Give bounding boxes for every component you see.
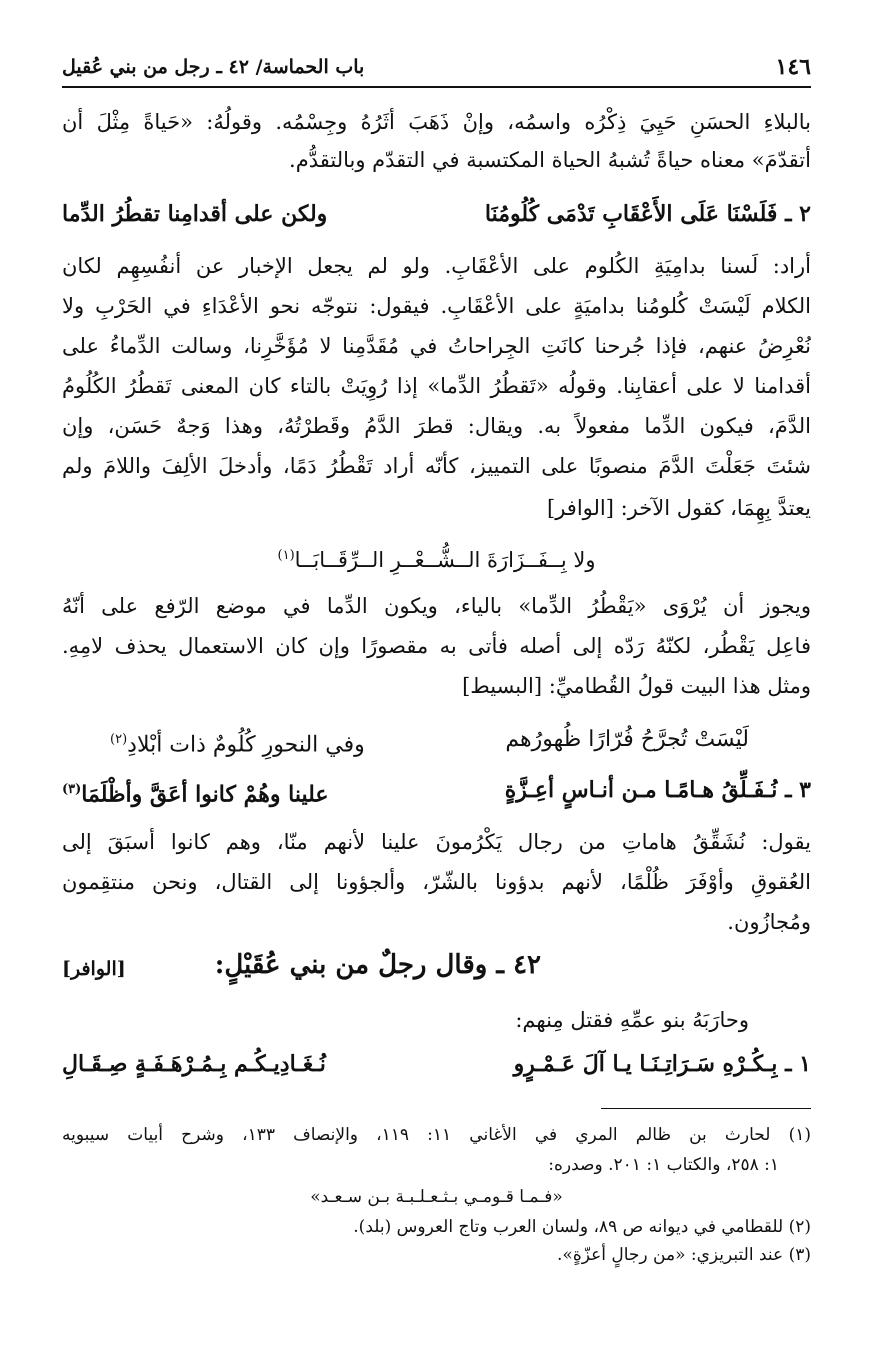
paragraph-line: ومُجازُون.	[727, 910, 811, 934]
quote-2-first: لَيْسَتْ تُجرَّحُ فُرّارًا ظُهورُهم	[505, 727, 749, 752]
verse-2-second: ولكن على أقدامِنا تقطُرُ الدِّما	[62, 201, 328, 227]
footnote-2: (٢) للقطامي في ديوانه ص ٨٩، ولسان العرب وتاج العروس (بلد).	[353, 1217, 811, 1237]
hemistich: فَلَسْنَا عَلَى الأَعْقَابِ تَدْمَى كُلُومُنَا	[484, 201, 778, 227]
footnote-ref: (١)	[277, 548, 295, 563]
footnote-1: (١) لحارث بن ظالم المري في الأغاني ١١: ١١٩، والإنصاف ١٣٣، وشرح أبيات سيبويه	[62, 1125, 812, 1145]
paragraph-line: ويجوز أن يُرْوَى «يَقْطُرُ الدِّما» بالياء، ويكون الدِّما في موضع الرّفع على أنّهُ	[62, 594, 811, 618]
quote-2-second: وفي النحورِ كُلُومٌ ذات أبْلادِ$^{(٢)}$	[110, 732, 365, 758]
paragraph-line: ومثل هذا البيت قولُ القُطاميِّ: [البسيط]	[462, 674, 811, 698]
verse-number: ١ ـ	[785, 1051, 811, 1077]
paragraph-line: نُعْرِضُ عنهم، فإذا جُرحنا كانَتِ الجِراحاتُ في مُقَدَّمِنا لا مُؤَخَّرِنا، وسالت الدِّماءُ على	[62, 334, 811, 358]
paragraph-line: فاعِل يَقْطُر، لكنّهُ رَدّه إلى أصله فأتى به مقصورًا وإن كان الاستعمال يحذف لامِهِ.	[62, 634, 811, 658]
paragraph-line: أقدامنا لا على أعقابِنا. وقولُه «تَقطُرُ الدِّما» إذا رُوِيَتْ بالتاء كان المعنى تَقطُرُ الكُلُومُ	[62, 374, 811, 398]
paragraph-line: يقول: نُشَقِّقُ هاماتِ من رجال يَكْرُمونَ علينا لأنهم منّا، وهم كانوا أسبَقَ إلى	[62, 830, 811, 854]
verse-number: ٣ ـ	[785, 777, 811, 803]
footnote-3: (٣) عند التبريزي: «من رجالٍ أعزّةٍ».	[557, 1245, 811, 1265]
footnote-ref: (٢)	[110, 732, 128, 747]
verse-3-first	[505, 772, 811, 808]
footnote-divider	[601, 1108, 811, 1109]
page-number: ١٤٦	[775, 54, 811, 80]
verse-1-first	[514, 1046, 811, 1082]
running-title: باب الحماسة/ ٤٢ ـ رجل من بني عُقيل	[62, 56, 365, 78]
footnote-1-cont: ١: ٢٥٨، والكتاب ١: ٢٠١. وصدره:	[548, 1155, 779, 1175]
paragraph-line: أراد: لَسنا بدامِيَةِ الكُلوم على الأعْقَابِ. ولو لم يجعل الإخبار عن أنفُسِهِم لكان	[62, 254, 811, 278]
footnote-1-quote: «فـمـا قـومـي بـثـعـلـبـة بـن سـعـد»	[310, 1187, 563, 1207]
footnote-ref: (٣)	[62, 782, 82, 797]
verse-3-second: علينا وهُمْ كانوا أعَقَّ وأظْلَمَا$^{(٣)}$	[62, 781, 329, 808]
section-intro: وحارَبَهُ بنو عمِّهِ فقتل مِنهم:	[515, 1008, 749, 1032]
quoted-hemistich: ولا بِــفَــزَارَةَ الــشُّــعْــرِ الــرِّقَــابَــا$^{(١)}$	[277, 548, 596, 572]
hemistich: نُـفَـلِّقُ هـامًـا مـن أنـاسٍ أعِـزَّةٍ	[504, 777, 778, 803]
meter-label: [الوافر]	[62, 958, 126, 980]
verse-number: ٢ ـ	[785, 201, 811, 227]
section-title: ٤٢ ـ وقال رجلٌ من بني عُقَيْلٍ:	[214, 950, 541, 980]
paragraph-line: الكلام لَيْسَتْ كُلومُنا بداميَةٍ على الأعْقَابِ. فيقول: نتوجّه نحو الأعْدَاءِ في الحَرْبِ ولا	[62, 294, 811, 318]
running-header	[62, 50, 811, 88]
section-heading	[62, 950, 811, 990]
verse-2-first	[485, 196, 811, 232]
paragraph-line: الدَّمَ، فيكون الدِّما مفعولاً به. ويقال: قطرَ الدَّمُ وقَطرْتُهُ، وهذا وَجهٌ حَسَن، وإن	[62, 414, 811, 438]
hemistich: بِـكُـرْهِ سَـرَاتِـنَـا يـا آلَ عَـمْـرٍو	[513, 1051, 778, 1077]
paragraph-line: العُقوقِ وأوْفَرَ ظُلْمًا، لأنهم بدؤونا بالشّرّ، وألجؤونا إلى القتال، ونحن منتقِمون	[62, 870, 811, 894]
verse-1-second: نُـغَـادِيـكُـم بِـمُـرْهَـفَـةٍ صِـقَـالِ	[62, 1051, 326, 1077]
paragraph-line: شئتَ جَعَلْتَ الدَّمَ منصوبًا على التمييز، كأنّه أراد تَقْطُرُ دَمًا، وأدخلَ الألِفَ واللامَ ولم	[62, 454, 811, 478]
paragraph-line: يعتدَّ بِهِمَا، كقول الآخر: [الوافر]	[547, 496, 811, 520]
paragraph-line: أتقدّمَ» معناه حياةً تُشبهُ الحياة المكتسبة في التقدّم وبالتقدُّم.	[289, 148, 811, 172]
paragraph-line: بالبلاءِ الحسَنِ حَيِيَ ذِكْرُه واسمُه، وإنْ ذَهَبَ أثَرُهُ وجِسْمُه. وقولُهُ: «حَياةً مِثْلَ أن	[62, 110, 811, 134]
